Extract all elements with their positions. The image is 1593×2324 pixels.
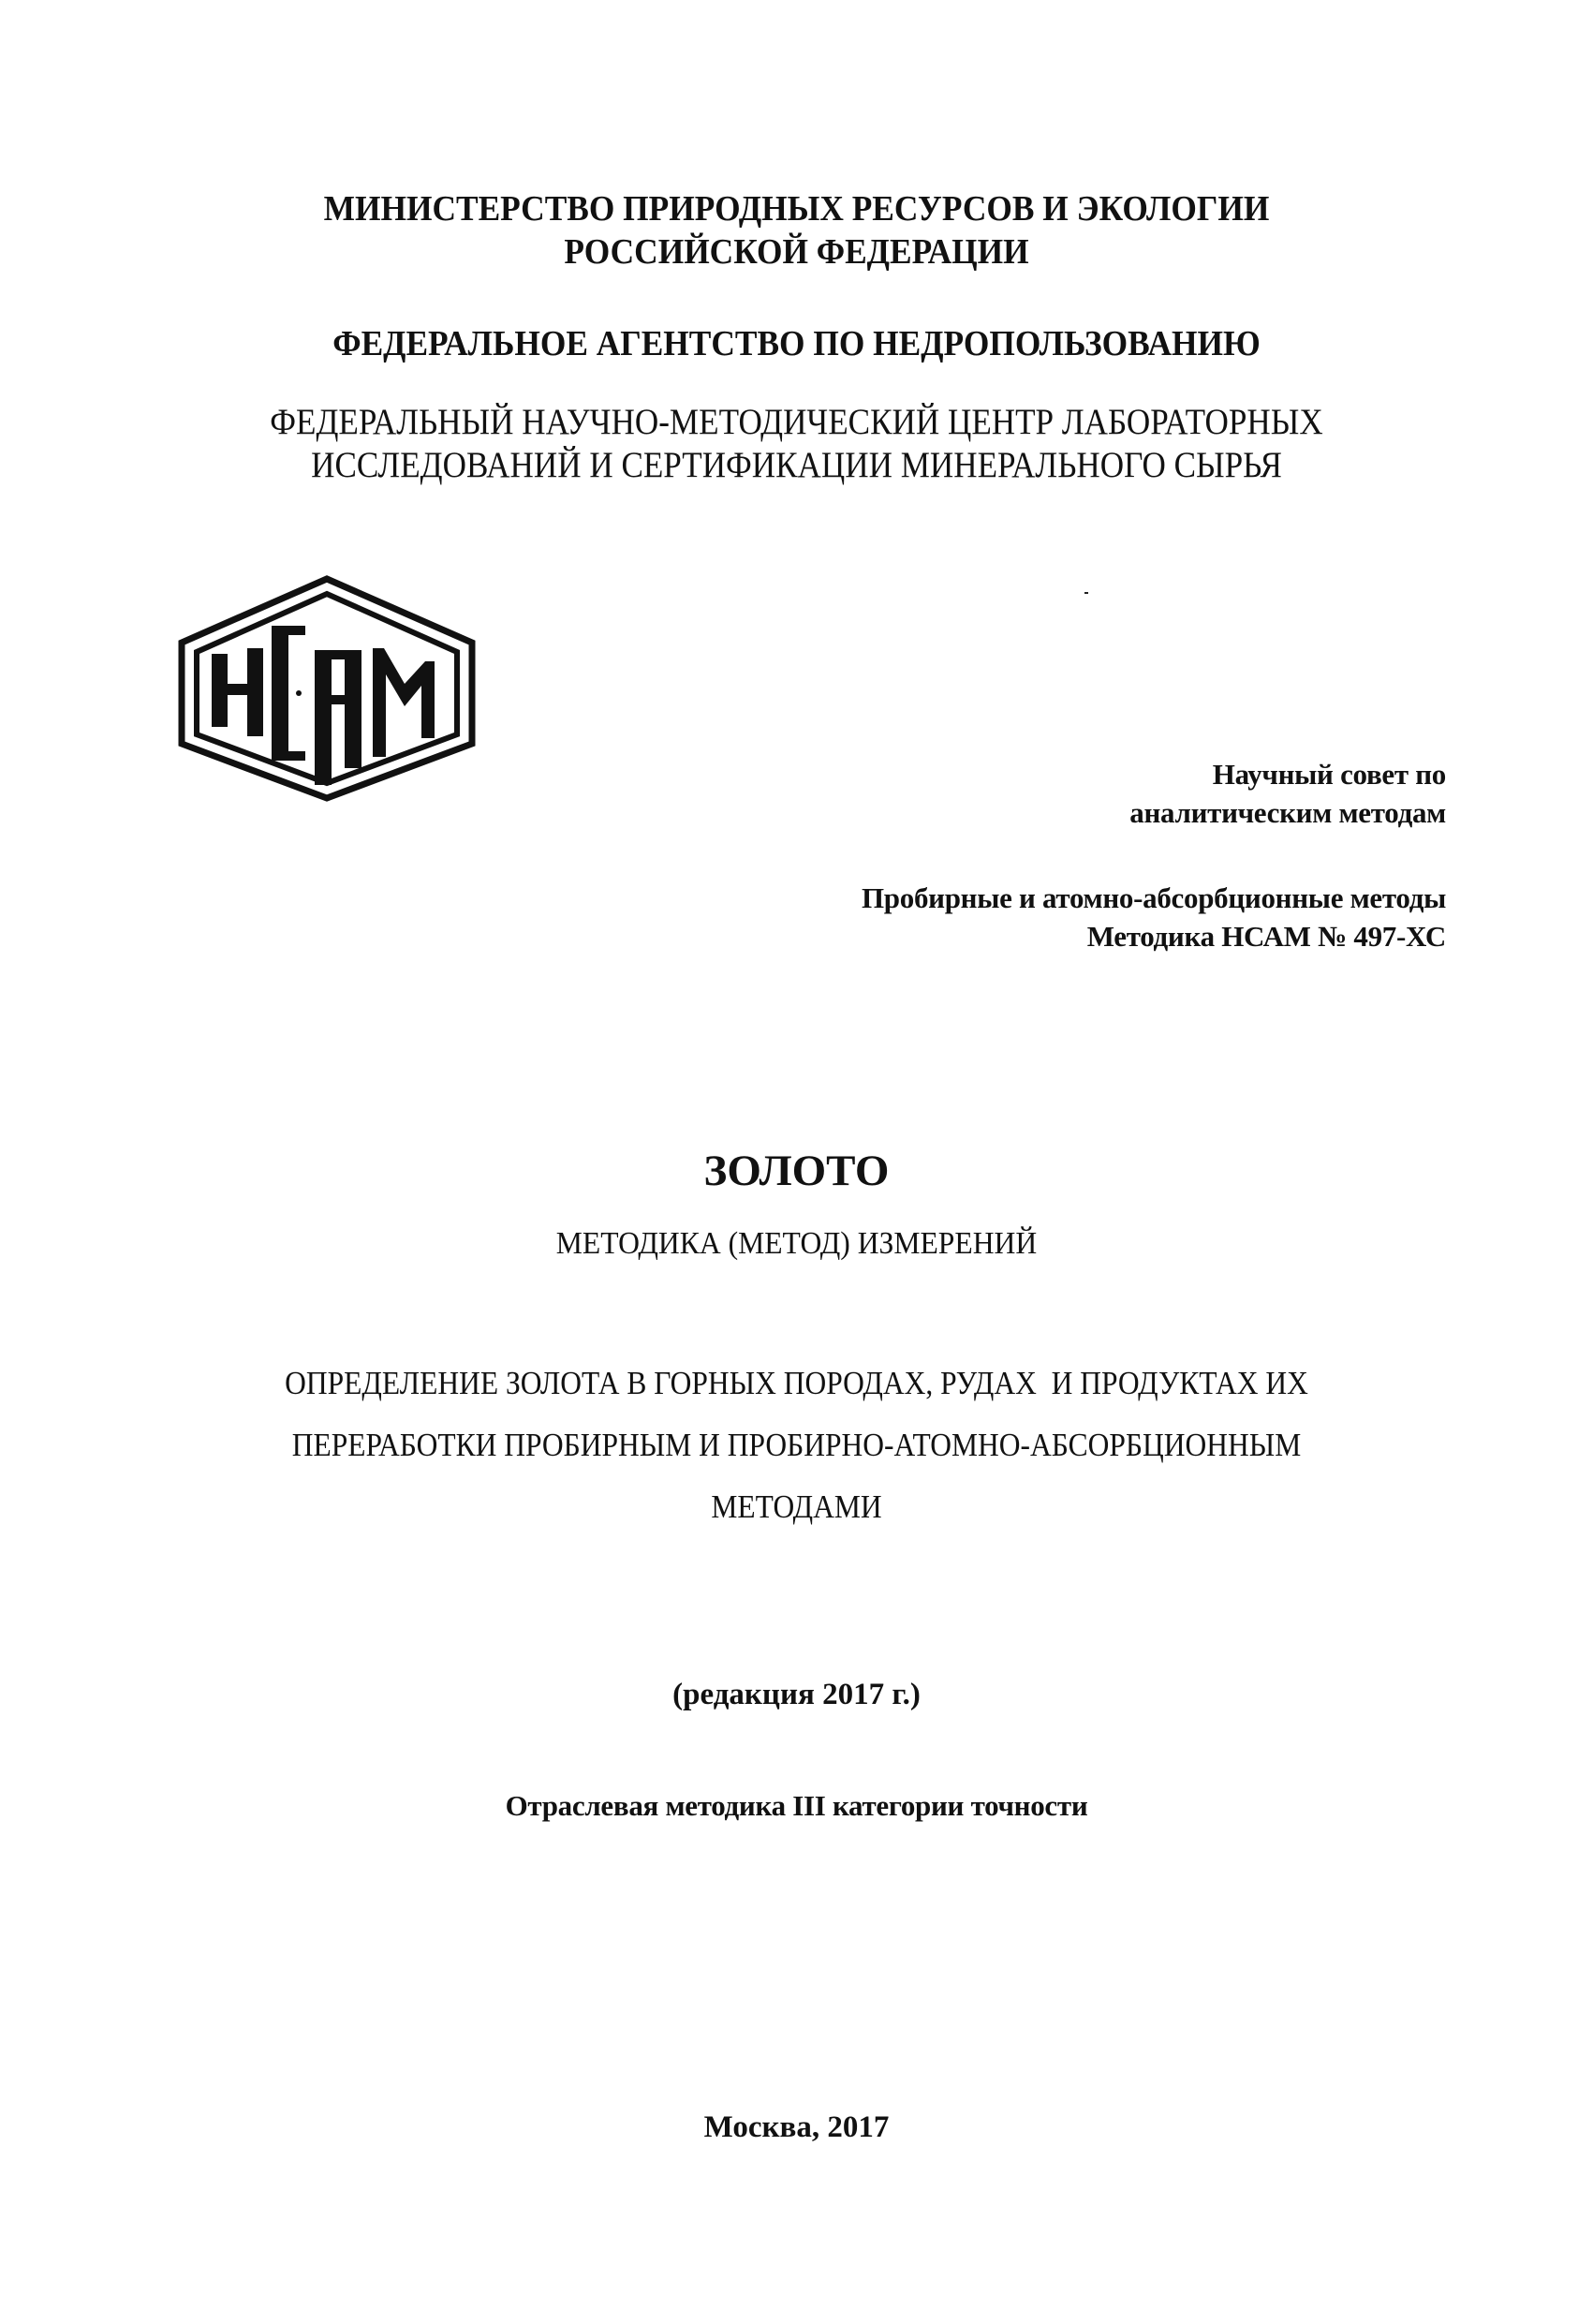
document-title: ЗОЛОТО: [703, 1147, 890, 1195]
scan-speck: [1084, 592, 1088, 594]
method-designation: [862, 879, 1446, 955]
center-line-1: ФЕДЕРАЛЬНЫЙ НАУЧНО-МЕТОДИЧЕСКИЙ ЦЕНТР ЛАБОРАТОРНЫХ: [270, 402, 1323, 442]
document-subtitle: МЕТОДИКА (МЕТОД) ИЗМЕРЕНИЙ: [555, 1226, 1038, 1261]
methods-line-1: Пробирные и атомно-абсорбционные методы: [861, 881, 1446, 914]
agency-heading: ФЕДЕРАЛЬНОЕ АГЕНТСТВО ПО НЕДРОПОЛЬЗОВАНИЮ: [332, 324, 1261, 363]
full-title-line-2: ПЕРЕРАБОТКИ ПРОБИРНЫМ И ПРОБИРНО-АТОМНО-АБСОРБЦИОННЫМ: [291, 1427, 1302, 1463]
council-line-2: аналитическим методам: [1129, 796, 1446, 829]
ncam-hexagon-logo-icon: [174, 573, 479, 804]
ministry-heading: [56, 187, 1538, 274]
document-full-title: [80, 1353, 1513, 1538]
accuracy-category: Отраслевая методика III категории точности: [505, 1789, 1088, 1822]
ministry-line-2: РОССИЙСКОЙ ФЕДЕРАЦИИ: [564, 232, 1029, 272]
city-and-year: Москва, 2017: [703, 2110, 890, 2144]
full-title-line-3: МЕТОДАМИ: [711, 1488, 882, 1525]
center-line-2: ИССЛЕДОВАНИЙ И СЕРТИФИКАЦИИ МИНЕРАЛЬНОГО СЫРЬЯ: [311, 445, 1282, 485]
scientific-council: [1129, 755, 1446, 832]
ministry-line-1: МИНИСТЕРСТВО ПРИРОДНЫХ РЕСУРСОВ И ЭКОЛОГИИ: [323, 189, 1270, 229]
council-line-1: Научный совет по: [1212, 758, 1446, 791]
edition-note: (редакция 2017 г.): [672, 1678, 921, 1711]
methods-line-2: Методика НСАМ № 497-ХС: [1086, 920, 1446, 953]
research-center-heading: [80, 401, 1513, 487]
full-title-line-1: ОПРЕДЕЛЕНИЕ ЗОЛОТА В ГОРНЫХ ПОРОДАХ, РУДАХ И ПРОДУКТАХ ИХ: [285, 1365, 1308, 1401]
